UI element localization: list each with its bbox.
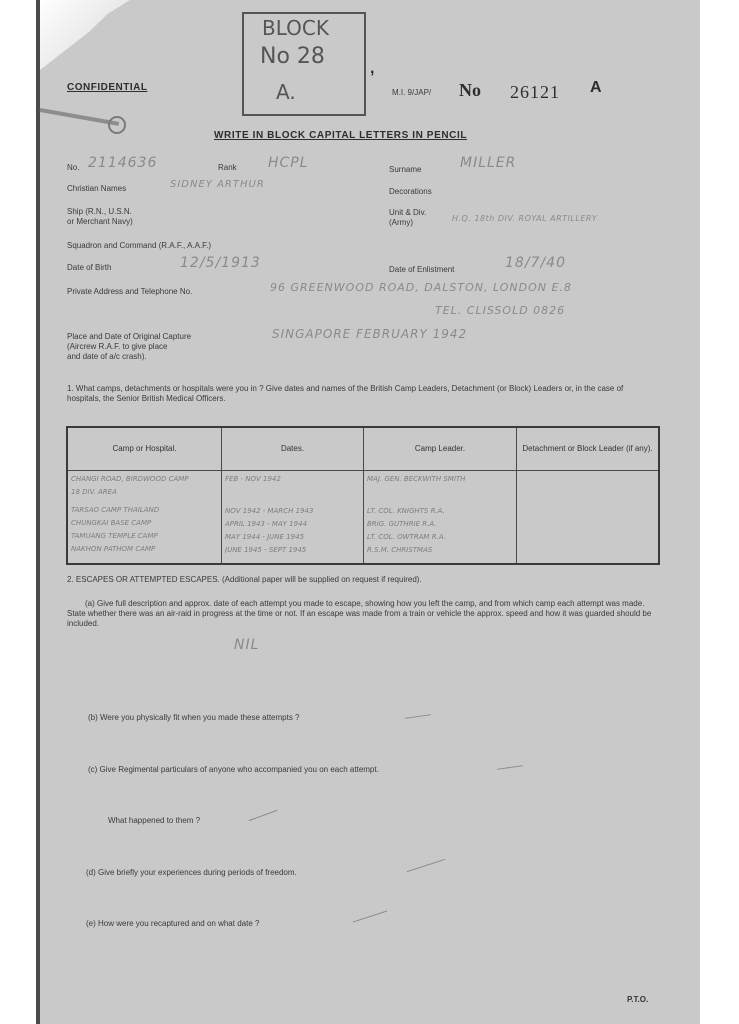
- enlistment-value: 18/7/40: [505, 255, 566, 271]
- unit-label-2: (Army): [389, 218, 413, 227]
- camp-entry: CHUNGKAI BASE CAMP: [71, 519, 152, 527]
- dob-value: 12/5/1913: [180, 255, 261, 271]
- dob-label: Date of Birth: [67, 263, 112, 272]
- serial-number: 26121: [510, 82, 560, 102]
- address-label: Private Address and Telephone No.: [67, 287, 193, 296]
- camp-entry: 18 DIV. AREA: [71, 488, 117, 496]
- squadron-label: Squadron and Command (R.A.F., A.A.F.): [67, 241, 212, 250]
- question-1: 1. What camps, detachments or hospitals were you in ? Give dates and names of the British Camp Leaders, Detachment (or Block) Leaders or, in the case of hospitals, the Senior British Medical Officers.: [67, 384, 624, 403]
- block-stamp: [242, 12, 366, 116]
- capture-label-2: (Aircrew R.A.F. to give place: [67, 342, 168, 351]
- header-camp-leader: Camp Leader.: [364, 427, 517, 471]
- camp-entry: CHANGI ROAD, BIRDWOOD CAMP: [71, 475, 189, 483]
- table-row: [67, 471, 659, 565]
- capture-value: SINGAPORE FEBRUARY 1942: [272, 327, 468, 341]
- section-2d-text: (d) Give briefly your experiences during periods of freedom.: [86, 868, 297, 877]
- address-value-line-2: TEL. CLISSOLD 0826: [435, 304, 566, 317]
- section-2a-answer: NIL: [234, 637, 260, 653]
- number-symbol: No: [459, 80, 481, 100]
- date-entry: APRIL 1943 - MAY 1944: [225, 520, 307, 528]
- stamp-line-2: No 28: [260, 44, 325, 69]
- ship-label-2: or Merchant Navy): [67, 217, 133, 226]
- form-title: WRITE IN BLOCK CAPITAL LETTERS IN PENCIL: [214, 130, 468, 141]
- leader-entry: LT. COL. KNIGHTS R.A.: [367, 507, 445, 515]
- unit-value: H.Q. 18th DIV. ROYAL ARTILLERY: [452, 214, 598, 223]
- ship-label-1: Ship (R.N., U.S.N.: [67, 207, 132, 216]
- stamp-line-1: BLOCK: [262, 16, 329, 40]
- date-entry: MAY 1944 - JUNE 1945: [225, 533, 305, 541]
- form-reference: M.I. 9/JAP/: [392, 88, 432, 97]
- leader-column-cell: [364, 471, 517, 565]
- stamp-line-3: A.: [276, 80, 296, 104]
- unit-label-1: Unit & Div.: [389, 208, 427, 217]
- serial-suffix: A: [590, 79, 602, 96]
- camps-table-header-row: [67, 427, 659, 471]
- header-camp-or-hospital: Camp or Hospital.: [67, 427, 222, 471]
- section-2e-text: (e) How were you recaptured and on what date ?: [86, 919, 260, 928]
- capture-label-3: and date of a/c crash).: [67, 352, 147, 361]
- address-value-line-1: 96 GREENWOOD ROAD, DALSTON, LONDON E.8: [270, 281, 572, 294]
- pin-head-icon: [108, 116, 126, 134]
- surname-value: MILLER: [460, 155, 517, 171]
- section-2b-text: (b) Were you physically fit when you made these attempts ?: [88, 713, 300, 722]
- stamp-comma: ,: [370, 60, 375, 77]
- enlistment-label: Date of Enlistment: [389, 265, 455, 274]
- no-value: 2114636: [88, 155, 158, 171]
- surname-label: Surname: [389, 165, 422, 174]
- christian-names-value: SIDNEY ARTHUR: [170, 179, 265, 190]
- dates-column-cell: [222, 471, 364, 565]
- capture-label-1: Place and Date of Original Capture: [67, 332, 192, 341]
- camp-column-cell: [67, 471, 222, 565]
- camps-table: [66, 426, 660, 565]
- camp-entry: TARSAO CAMP THAILAND: [71, 506, 160, 514]
- section-2a-text: (a) Give full description and approx. date of each attempt you made to escape, showing how you left the camp, and from which camp each attempt was made. State whether there was an air-raid in progress at the time or not. If an escape was made from a train or vehicle the approx. speed and how it was guarded should be included.: [67, 599, 652, 628]
- christian-names-label: Christian Names: [67, 184, 127, 193]
- leader-entry: MAJ. GEN. BECKWITH SMITH: [367, 475, 466, 483]
- confidential-label: CONFIDENTIAL: [67, 82, 148, 93]
- section-2c-text: (c) Give Regimental particulars of anyone who accompanied you on each attempt.: [88, 765, 379, 774]
- rank-value: HCPL: [268, 155, 309, 171]
- block-leader-column-cell: [517, 471, 660, 565]
- header-dates: Dates.: [222, 427, 364, 471]
- leader-entry: R.S.M. CHRISTMAS: [367, 546, 433, 554]
- section-2-title: 2. ESCAPES OR ATTEMPTED ESCAPES. (Additional paper will be supplied on request if required).: [67, 575, 422, 584]
- camp-entry: TAMUANG TEMPLE CAMP: [71, 532, 158, 540]
- rank-label: Rank: [218, 163, 237, 172]
- pto-label: P.T.O.: [627, 995, 649, 1004]
- leader-entry: LT. COL. OWTRAM R.A.: [367, 533, 446, 541]
- section-2c2-text: What happened to them ?: [108, 816, 201, 825]
- no-label: No.: [67, 163, 80, 172]
- date-entry: JUNE 1945 - SEPT 1945: [225, 546, 307, 554]
- leader-entry: BRIG. GUTHRIE R.A.: [367, 520, 437, 528]
- camp-entry: NAKHON PATHOM CAMP: [71, 545, 156, 553]
- header-detachment-leader: Detachment or Block Leader (if any).: [517, 427, 660, 471]
- decorations-label: Decorations: [389, 187, 432, 196]
- date-entry: NOV 1942 - MARCH 1943: [225, 507, 314, 515]
- date-entry: FEB - NOV 1942: [225, 475, 281, 483]
